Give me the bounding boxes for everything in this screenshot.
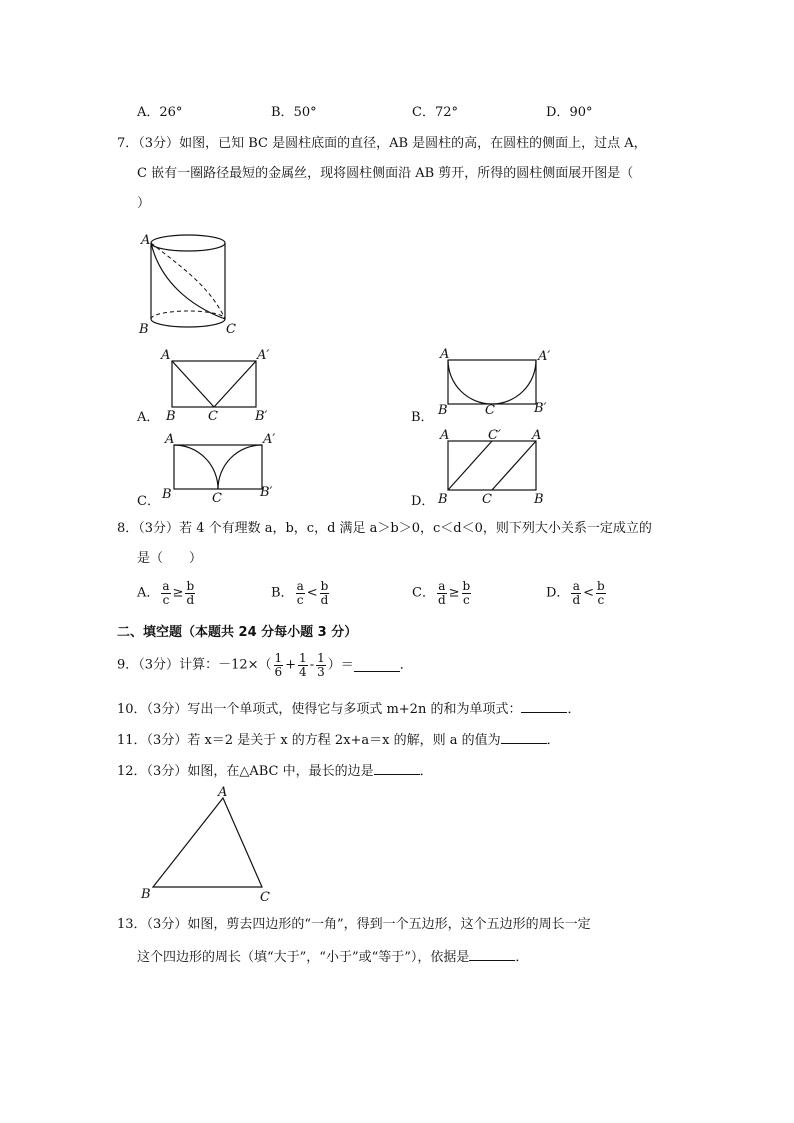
question-10: 10．（3分）写出一个单项式，使得它与多项式 m+2n 的和为单项式： ． xyxy=(117,702,581,717)
q7-option-b-letter[interactable]: B． xyxy=(411,410,434,425)
q13-line-1: 13．（3分）如图，剪去四边形的“一角”，得到一个五边形，这个五边形的周长一定 xyxy=(117,917,591,932)
q9-answer-blank[interactable] xyxy=(354,659,400,672)
q13-answer-blank[interactable] xyxy=(469,948,515,961)
q7-line-2: C 嵌有一圈路径最短的金属丝，现将圆柱侧面沿 AB 剪开，所得的圆柱侧面展开图是（ xyxy=(137,166,634,181)
q7-line-1: 7．（3分）如图，已知 BC 是圆柱底面的直径，AB 是圆柱的高，在圆柱的侧面上，过点 A， xyxy=(117,136,647,151)
cylinder-label-a: A xyxy=(141,233,151,248)
q7-option-a-letter[interactable]: A． xyxy=(137,410,160,425)
q7-option-d-figure[interactable] xyxy=(436,426,552,506)
svg-text:C: C xyxy=(212,491,222,506)
section-2-heading: 二、填空题（本题共 24 分每小题 3 分） xyxy=(117,625,358,640)
q6-option-d[interactable]: D．90° xyxy=(546,105,593,120)
q6-option-c[interactable]: C．72° xyxy=(412,105,458,120)
q6-option-b[interactable]: B．50° xyxy=(271,105,317,120)
svg-text:A: A xyxy=(440,347,450,362)
cylinder-label-c: C xyxy=(226,322,236,337)
q10-answer-blank[interactable] xyxy=(521,700,567,713)
q8-option-b[interactable]: B． $\frac{a}{c}$ < $\frac{b}{d}$ xyxy=(271,579,329,607)
svg-text:A: A xyxy=(440,428,450,443)
q8-option-d[interactable]: D． $\frac{a}{d}$ < $\frac{b}{c}$ xyxy=(546,579,605,607)
svg-text:C: C xyxy=(208,409,218,422)
q7-option-c-figure[interactable] xyxy=(158,428,282,506)
q7-option-b-figure[interactable] xyxy=(434,344,554,422)
svg-text:B: B xyxy=(166,409,176,422)
triangle-label-c: C xyxy=(260,890,270,905)
cylinder-label-b: B xyxy=(139,322,149,337)
svg-text:A: A xyxy=(532,428,542,443)
cylinder-figure xyxy=(130,226,250,338)
q7-option-d-letter[interactable]: D． xyxy=(411,494,435,509)
svg-text:B′: B′ xyxy=(260,485,273,500)
q7-line-3: ） xyxy=(137,196,151,211)
q8-option-a[interactable]: A． $\frac{a}{c}$ ≥ $\frac{b}{d}$ xyxy=(137,579,195,607)
svg-text:B: B xyxy=(438,403,448,418)
svg-text:B: B xyxy=(534,492,544,506)
svg-text:B′: B′ xyxy=(255,409,268,422)
q13-line-2: 这个四边形的周长（填“大于”，“小于”或“等于”），依据是 ． xyxy=(137,950,529,965)
svg-text:C: C xyxy=(482,492,492,506)
svg-text:A: A xyxy=(165,432,175,447)
svg-text:C′: C′ xyxy=(488,428,501,443)
question-9: 9．（3分）计算：－12×（ $\frac{1}{6}$ + $\frac{1}{4}$ - $\frac{1}{3}$ ）＝ ． xyxy=(117,651,413,679)
q7-option-c-letter[interactable]: C． xyxy=(137,494,160,509)
question-11: 11．（3分）若 x＝2 是关于 x 的方程 2x+a＝x 的解，则 a 的值为 ． xyxy=(117,733,560,748)
svg-text:A: A xyxy=(161,348,171,363)
triangle-label-a: A xyxy=(218,785,228,800)
svg-text:C: C xyxy=(485,403,495,418)
svg-text:A′: A′ xyxy=(538,349,551,364)
q8-line-1: 8．（3分）若 4 个有理数 a，b，c，d 满足 a＞b＞0，c＜d＜0，则下列大小关系一定成立的 xyxy=(117,521,652,536)
svg-text:B′: B′ xyxy=(534,401,547,416)
svg-text:B: B xyxy=(162,487,172,502)
q8-line-2: 是（ ） xyxy=(137,551,203,566)
svg-text:A′: A′ xyxy=(257,348,270,363)
triangle-label-b: B xyxy=(141,887,151,902)
q11-answer-blank[interactable] xyxy=(501,731,547,744)
svg-text:B: B xyxy=(438,492,448,506)
q12-answer-blank[interactable] xyxy=(374,762,420,775)
q7-option-a-figure[interactable] xyxy=(158,344,278,422)
q8-option-c[interactable]: C． $\frac{a}{d}$ ≥ $\frac{b}{c}$ xyxy=(412,579,471,607)
svg-text:A′: A′ xyxy=(263,432,276,447)
question-12: 12．（3分）如图，在△ABC 中，最长的边是 ． xyxy=(117,764,433,779)
triangle-abc-figure xyxy=(138,784,278,906)
q6-option-a[interactable]: A．26° xyxy=(137,105,183,120)
